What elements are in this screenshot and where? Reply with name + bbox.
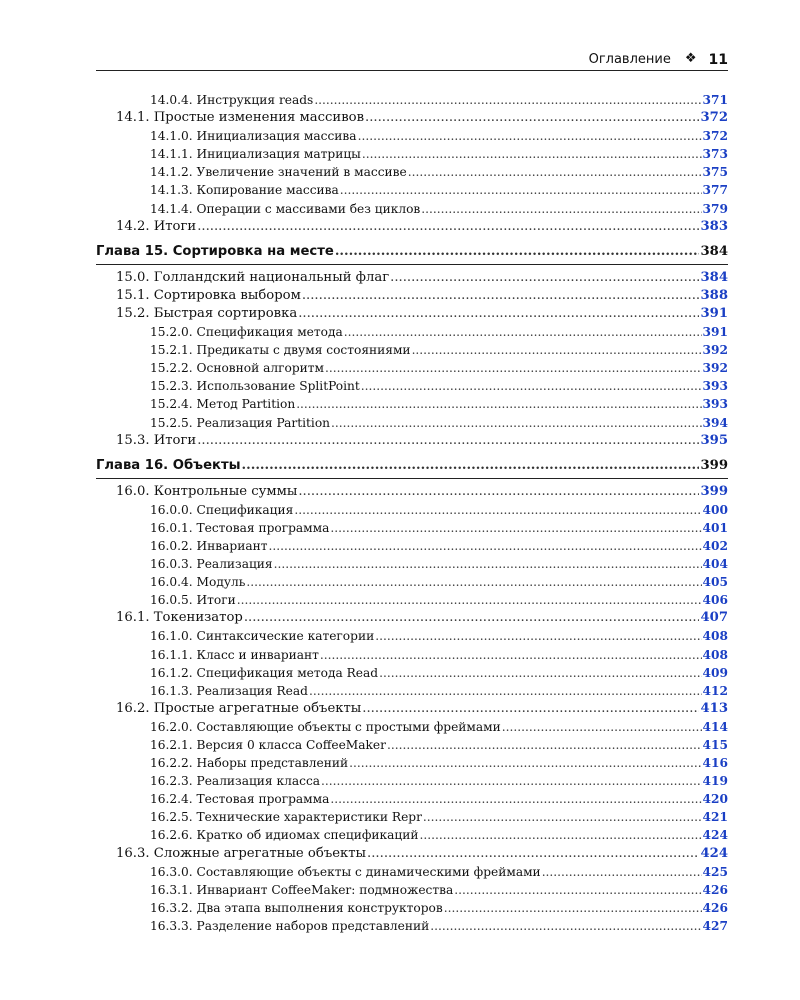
toc-page-number[interactable]: 420 [702,792,728,807]
toc-subsection-entry[interactable] [96,127,728,145]
toc-page-number[interactable]: 416 [702,756,728,771]
dot-leader [331,414,702,432]
dot-leader [197,218,699,236]
dot-leader [454,881,701,899]
dot-leader [298,483,699,501]
dot-leader [274,555,702,573]
toc-subsection-entry[interactable] [96,359,728,377]
dot-leader [246,573,701,591]
toc-page-number[interactable]: 388 [700,287,728,303]
toc-page-number[interactable]: 426 [702,882,728,897]
toc-page-number[interactable]: 415 [702,738,728,752]
toc-section-entry[interactable] [96,287,728,305]
dot-leader [268,537,701,555]
toc-entry-title: 16.1.1. Класс и инвариант [150,647,319,662]
dot-leader [362,700,699,718]
dot-leader [325,359,702,377]
toc-page-number[interactable]: 408 [702,647,728,662]
dot-leader [379,664,701,682]
toc-subsection-entry[interactable] [96,519,728,537]
toc-page-number[interactable]: 393 [702,397,728,412]
dot-leader [314,91,701,109]
toc-page-number[interactable]: 373 [702,147,728,162]
dot-leader [387,736,702,754]
toc-subsection-entry[interactable] [96,573,728,591]
toc-entry-title: 16.3.3. Разделение наборов представлений [150,918,430,933]
dot-leader [309,682,702,700]
toc-subsection-entry[interactable] [96,790,728,808]
toc-section-entry[interactable] [96,305,728,323]
toc-entry-title: 16.2.4. Тестовая программа [150,792,330,807]
toc-entry-title: 16.3.2. Два этапа выполнения конструкторов [150,900,443,915]
toc-page-number[interactable]: 377 [702,183,728,198]
toc-entry-title: 15.2.0. Спецификация метода [150,325,343,340]
toc-page-number[interactable]: 427 [702,918,728,933]
dot-leader [502,718,702,736]
dot-leader [344,323,702,341]
toc-entry-title: 16.2.2. Наборы представлений [150,756,349,771]
toc-subsection-entry[interactable] [96,91,728,109]
toc-page-number[interactable]: 407 [700,610,728,626]
toc-subsection-entry[interactable] [96,899,728,917]
dot-leader [430,917,701,935]
toc-subsection-entry[interactable] [96,627,728,645]
toc-entry-title: 15.2.4. Метод Partition [150,397,296,412]
toc-subsection-entry[interactable] [96,826,728,844]
dot-leader [367,845,699,863]
toc-page-number[interactable]: 383 [700,218,728,234]
dot-leader [197,432,699,450]
toc-entry-title: 16.3.1. Инвариант CoffeeMaker: подмножества [150,882,454,897]
toc-subsection-entry[interactable] [96,772,728,790]
toc-page-number[interactable]: 424 [702,828,728,843]
toc-page-number[interactable]: 413 [700,700,728,716]
dot-leader [390,269,699,287]
dot-leader [423,808,702,826]
dot-leader [294,501,701,519]
dot-leader [365,109,699,127]
toc-page-number[interactable]: 392 [702,343,728,358]
dot-leader [408,163,702,181]
toc-entry-title: 15.1. Сортировка выбором [116,287,301,303]
toc-section-entry[interactable] [96,845,728,863]
toc-page-number[interactable]: 414 [702,719,728,734]
toc-page-number[interactable]: 409 [702,665,728,680]
toc-section-entry[interactable] [96,269,728,287]
toc-subsection-entry[interactable] [96,377,728,395]
dot-leader [362,145,702,163]
toc-subsection-entry[interactable] [96,501,728,519]
toc-subsection-entry[interactable] [96,754,728,772]
toc-page-number[interactable]: 405 [702,575,728,590]
toc-entry-title: 14.1.3. Копирование массива [150,183,339,198]
toc-page-number[interactable]: 375 [702,165,728,180]
toc-page-number[interactable]: 384 [700,269,728,285]
toc-subsection-entry[interactable] [96,736,728,754]
toc-subsection-entry[interactable] [96,537,728,555]
dot-leader [298,305,699,323]
toc-subsection-entry[interactable] [96,414,728,432]
ornament-icon: ❖ [684,51,697,66]
toc-section-entry[interactable] [96,218,728,236]
toc-entry-title: 16.0.2. Инвариант [150,538,268,553]
toc-entry-title: 16.3.0. Составляющие объекты с динамическими фреймами [150,864,541,879]
toc-subsection-entry[interactable] [96,664,728,682]
dot-leader [361,377,702,395]
toc-subsection-entry[interactable] [96,863,728,881]
toc-entry-title: 16.1. Токенизатор [116,610,243,626]
toc-section-entry[interactable] [96,483,728,501]
toc-entry-title: 16.2.6. Кратко об идиомах спецификаций [150,828,419,843]
dot-leader [349,754,701,772]
dot-leader [444,899,702,917]
toc-page-number[interactable]: 402 [702,538,728,553]
toc-page-number[interactable]: 391 [702,325,728,340]
toc-page-number[interactable]: 372 [702,129,728,144]
toc-entry-title: 16.2.3. Реализация класса [150,774,321,789]
dot-leader [321,772,702,790]
toc-entry-title: 14.2. Итоги [116,218,197,234]
toc-entry-title: 16.0.1. Тестовая программа [150,520,330,535]
toc-page-number[interactable]: 371 [702,93,728,107]
dot-leader [358,127,702,145]
toc-subsection-entry[interactable] [96,917,728,935]
toc-entry-title: 14.1.2. Увеличение значений в массиве [150,165,407,180]
toc-page-number[interactable]: 400 [702,502,728,517]
toc-subsection-entry[interactable] [96,718,728,736]
toc-subsection-entry[interactable] [96,682,728,700]
toc-subsection-entry[interactable] [96,200,728,218]
running-section-title: Оглавление [588,52,671,67]
dot-leader [320,646,702,664]
toc-page-number[interactable]: 425 [702,864,728,879]
toc-entry-title: 16.0.4. Модуль [150,575,246,590]
toc-entry-title: 16.0. Контрольные суммы [116,483,298,499]
toc-entry-title: 15.2.5. Реализация Partition [150,415,331,430]
table-of-contents [96,91,728,935]
toc-entry-title: 15.3. Итоги [116,432,197,448]
toc-entry-title: Глава 15. Сортировка на месте [96,243,334,259]
toc-page-number[interactable]: 424 [700,845,728,861]
toc-page-number[interactable]: 421 [702,810,728,825]
toc-subsection-entry[interactable] [96,555,728,573]
toc-entry-title: 16.0.5. Итоги [150,593,236,608]
page-header [96,46,728,71]
toc-entry-title: 14.1.1. Инициализация матрицы [150,147,361,162]
dot-leader [330,790,701,808]
toc-page-number[interactable]: 401 [702,520,728,535]
toc-page-number[interactable]: 372 [700,110,728,126]
toc-page-number[interactable]: 384 [700,243,728,259]
toc-chapter-entry[interactable] [96,242,728,265]
toc-subsection-entry[interactable] [96,181,728,199]
toc-page-number[interactable]: 426 [702,900,728,915]
toc-page-number[interactable]: 399 [700,483,728,499]
dot-leader [330,519,701,537]
dot-leader [419,826,701,844]
toc-entry-title: 14.1.0. Инициализация массива [150,129,357,144]
toc-entry-title: 14.0.4. Инструкция reads [150,93,314,107]
toc-entry-title: 15.2.1. Предикаты с двумя состояниями [150,343,411,358]
toc-page-number[interactable]: 394 [702,415,728,430]
toc-entry-title: 16.0.0. Спецификация [150,502,294,517]
dot-leader [542,863,702,881]
toc-page-number[interactable]: 395 [700,432,728,448]
dot-leader [242,456,700,476]
dot-leader [244,609,700,627]
toc-entry-title: 16.2.5. Технические характеристики Repr [150,810,422,825]
toc-page-number[interactable]: 391 [700,305,728,321]
toc-entry-title: 16.2.0. Составляющие объекты с простыми фреймами [150,719,501,734]
toc-entry-title: 16.2.1. Версия 0 класса CoffeeMaker [150,738,386,752]
toc-page-number[interactable]: 393 [702,379,728,394]
toc-page-number[interactable]: 399 [700,457,728,473]
toc-page-number[interactable]: 406 [702,593,728,608]
toc-subsection-entry[interactable] [96,341,728,359]
dot-leader [296,395,701,413]
toc-subsection-entry[interactable] [96,646,728,664]
toc-section-entry[interactable] [96,432,728,450]
toc-page-number[interactable]: 379 [702,201,728,216]
toc-entry-title: 16.3. Сложные агрегатные объекты [116,845,367,861]
dot-leader [421,200,701,218]
toc-subsection-entry[interactable] [96,395,728,413]
dot-leader [237,591,702,609]
toc-subsection-entry[interactable] [96,881,728,899]
toc-section-entry[interactable] [96,700,728,718]
page-number: 11 [708,52,728,68]
toc-section-entry[interactable] [96,609,728,627]
toc-entry-title: 16.1.2. Спецификация метода Read [150,665,379,680]
toc-entry-title: 16.2. Простые агрегатные объекты [116,700,362,716]
dot-leader [340,181,702,199]
toc-page-number[interactable]: 408 [702,629,728,644]
toc-entry-title: 14.1. Простые изменения массивов [116,110,364,126]
toc-entry-title: Глава 16. Объекты [96,457,241,473]
dot-leader [375,627,701,645]
dot-leader [302,287,700,305]
toc-entry-title: 15.2.3. Использование SplitPoint [150,379,360,394]
toc-subsection-entry[interactable] [96,163,728,181]
toc-entry-title: 16.0.3. Реализация [150,557,273,572]
toc-subsection-entry[interactable] [96,591,728,609]
toc-entry-title: 15.2.2. Основной алгоритм [150,361,324,376]
toc-page-number[interactable]: 412 [702,683,728,698]
toc-page-number[interactable]: 404 [702,557,728,572]
toc-entry-title: 15.0. Голландский национальный флаг [116,269,390,285]
toc-section-entry[interactable] [96,109,728,127]
toc-entry-title: 15.2. Быстрая сортировка [116,305,298,321]
dot-leader [335,242,700,262]
toc-entry-title: 16.1.0. Синтаксические категории [150,629,375,644]
toc-page-number[interactable]: 392 [702,361,728,376]
toc-entry-title: 14.1.4. Операции с массивами без циклов [150,201,421,216]
toc-entry-title: 16.1.3. Реализация Read [150,683,308,698]
dot-leader [412,341,702,359]
toc-chapter-entry[interactable] [96,456,728,479]
toc-subsection-entry[interactable] [96,808,728,826]
toc-subsection-entry[interactable] [96,323,728,341]
toc-subsection-entry[interactable] [96,145,728,163]
toc-page-number[interactable]: 419 [702,774,728,789]
